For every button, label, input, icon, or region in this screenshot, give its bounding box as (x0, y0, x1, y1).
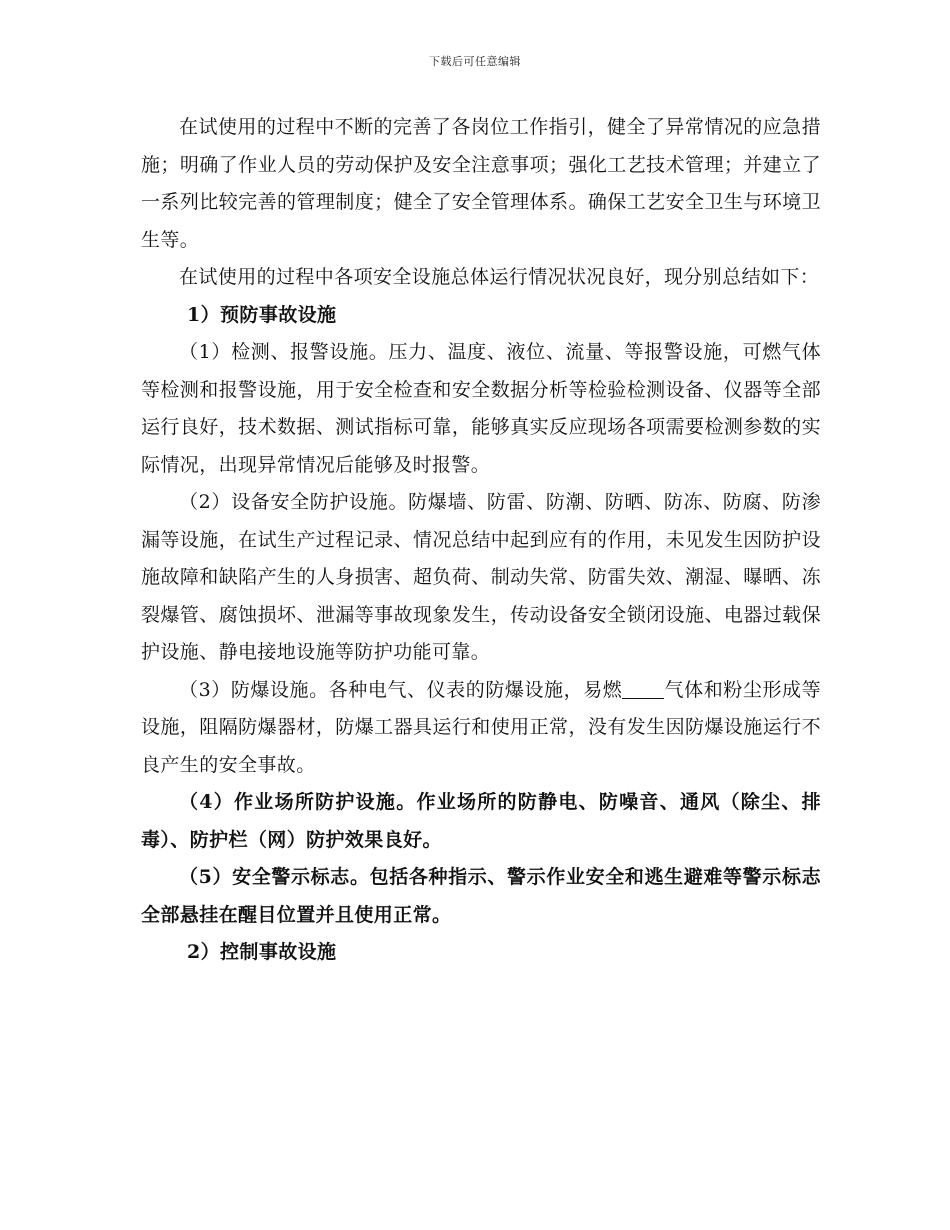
item-3-text-a: （3）防爆设施。各种电气、仪表的防爆设施，易燃 (179, 678, 623, 701)
section-heading-prevention: 1）预防事故设施 (187, 303, 337, 326)
blank-underline (622, 679, 664, 699)
item-3-text-b: 气体和粉尘形成等设施，阻隔防爆器材，防爆工器具运行和使用正常，没有发生因防爆设施运行不良产生的安全事故。 (141, 678, 821, 776)
paragraph-item-3 (141, 672, 821, 785)
paragraph-item-1: （1）检测、报警设施。压力、温度、液位、流量、等报警设施，可燃气体等检测和报警设施，用于安全检查和安全数据分析等检验检测设备、仪器等全部运行良好，技术数据、测试指标可靠，能够真实反应现场各项需要检测参数的实际情况，出现异常情况后能够及时报警。 (141, 341, 821, 476)
paragraph-item-5: （5）安全警示标志。包括各种指示、警示作业安全和逃生避难等警示标志全部悬挂在醒目位置并且使用正常。 (141, 866, 821, 926)
paragraph-intro: 在试使用的过程中不断的完善了各岗位工作指引，健全了异常情况的应急措施；明确了作业人员的劳动保护及安全注意事项；强化工艺技术管理；并建立了一系列比较完善的管理制度；健全了安全管理体系。确保工艺安全卫生与环境卫生等。 (141, 116, 821, 251)
page-header: 下载后可任意编辑 (429, 55, 521, 68)
paragraph-item-2: （2）设备安全防护设施。防爆墙、防雷、防潮、防晒、防冻、防腐、防渗漏等设施，在试生产过程记录、情况总结中起到应有的作用，未见发生因防护设施故障和缺陷产生的人身损害、超负荷、制动失常、防雷失效、潮湿、曝晒、冻裂爆管、腐蚀损坏、泄漏等事故现象发生，传动设备安全锁闭设施、电器过载保护设施、静电接地设施等防护功能可靠。 (141, 491, 821, 663)
paragraph-item-4: （4）作业场所防护设施。作业场所的防静电、防噪音、通风（除尘、排毒）、防护栏（网）防护效果良好。 (141, 791, 821, 851)
document-body (141, 109, 821, 972)
paragraph-summary: 在试使用的过程中各项安全设施总体运行情况状况良好，现分别总结如下： (179, 266, 820, 288)
section-heading-control: 2）控制事故设施 (187, 941, 337, 963)
